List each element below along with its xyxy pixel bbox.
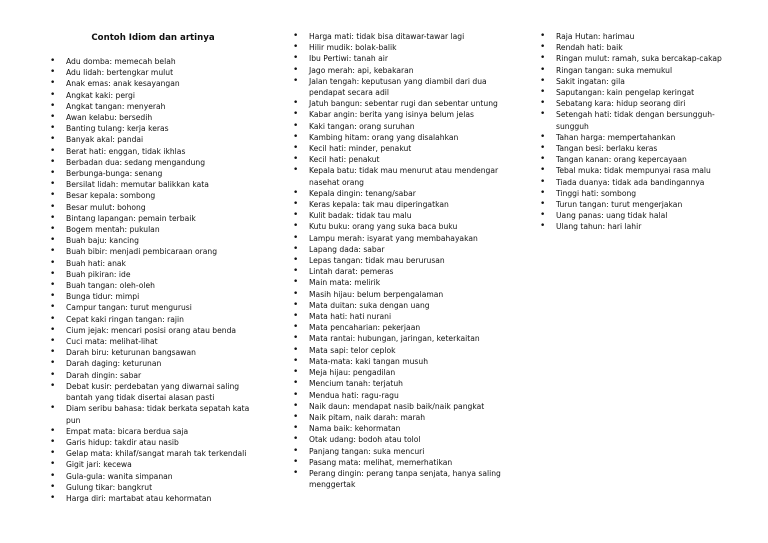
idiom-list-item: • Perang dingin: perang tanpa senjata, hanya saling menggertak (293, 468, 513, 490)
idiom-list-item: • Bintang lapangan: pemain terbaik (50, 213, 260, 224)
idiom-list-item: • Meja hijau: pengadilan (293, 367, 513, 378)
idiom-list-item: • Darah daging: keturunan (50, 358, 260, 369)
idiom-list-item: • Kaki tangan: orang suruhan (293, 121, 513, 132)
column-2 (293, 31, 513, 490)
idiom-list-item: • Hilir mudik: bolak-balik (293, 42, 513, 53)
idiom-list-item: • Gelap mata: khilaf/sangat marah tak terkendali (50, 448, 260, 459)
idiom-list-item: • Garis hidup: takdir atau nasib (50, 437, 260, 448)
idiom-list-item: • Kepala batu: tidak mau menurut atau mendengar nasehat orang (293, 165, 513, 187)
idiom-list-item: • Main mata: melirik (293, 277, 513, 288)
idiom-list-item: • Ringan mulut: ramah, suka bercakap-cakap (540, 53, 730, 64)
idiom-list-item: • Besar mulut: bohong (50, 202, 260, 213)
idiom-list-item: • Raja Hutan: harimau (540, 31, 730, 42)
idiom-list-item: • Gula-gula: wanita simpanan (50, 471, 260, 482)
idiom-list-item: • Keras kepala: tak mau diperingatkan (293, 199, 513, 210)
idiom-list-item: • Awan kelabu: bersedih (50, 112, 260, 123)
idiom-list-item: • Gigit jari: kecewa (50, 459, 260, 470)
idiom-list-item: • Buah baju: kancing (50, 235, 260, 246)
idiom-list-item: • Campur tangan: turut mengurusi (50, 302, 260, 313)
idiom-list-item: • Mata pencaharian: pekerjaan (293, 322, 513, 333)
idiom-list-item: • Harga diri: martabat atau kehormatan (50, 493, 260, 504)
idiom-list-item: • Kutu buku: orang yang suka baca buku (293, 221, 513, 232)
idiom-list-item: • Jalan tengah: keputusan yang diambil dari dua pendapat secara adil (293, 76, 513, 98)
idiom-list-item: • Sakit ingatan: gila (540, 76, 730, 87)
idiom-list-item: • Mata hati: hati nurani (293, 311, 513, 322)
idiom-list-item: • Tahan harga: mempertahankan (540, 132, 730, 143)
idiom-list-item: • Kecil hati: minder, penakut (293, 143, 513, 154)
idiom-list-item: • Banting tulang: kerja keras (50, 123, 260, 134)
idiom-list-item: • Kecil hati: penakut (293, 154, 513, 165)
idiom-list-item: • Berbadan dua: sedang mengandung (50, 157, 260, 168)
idiom-list-item: • Banyak akal: pandai (50, 134, 260, 145)
idiom-list-item: • Mendua hati: ragu-ragu (293, 390, 513, 401)
idiom-list-item: • Masih hijau: belum berpengalaman (293, 289, 513, 300)
idiom-list-item: • Ulang tahun: hari lahir (540, 221, 730, 232)
idiom-list-item: • Naik daun: mendapat nasib baik/naik pangkat (293, 401, 513, 412)
idiom-list-item: • Mata-mata: kaki tangan musuh (293, 356, 513, 367)
idiom-list-item: • Nama baik: kehormatan (293, 423, 513, 434)
idiom-list-item: • Pasang mata: melihat, memerhatikan (293, 457, 513, 468)
idiom-list-item: • Tebal muka: tidak mempunyai rasa malu (540, 165, 730, 176)
idiom-list-item: • Gulung tikar: bangkrut (50, 482, 260, 493)
idiom-list-item: • Naik pitam, naik darah: marah (293, 412, 513, 423)
idiom-list-item: • Berat hati: enggan, tidak ikhlas (50, 146, 260, 157)
idiom-list-item: • Saputangan: kain pengelap keringat (540, 87, 730, 98)
document-title: Contoh Idiom dan artinya (91, 33, 215, 43)
idiom-list-item: • Tangan kanan: orang kepercayaan (540, 154, 730, 165)
idiom-list-2 (293, 31, 513, 490)
idiom-list-item: • Darah dingin: sabar (50, 370, 260, 381)
idiom-list-item: • Adu domba: memecah belah (50, 56, 260, 67)
idiom-list-item: • Empat mata: bicara berdua saja (50, 426, 260, 437)
idiom-list-item: • Mencium tanah: terjatuh (293, 378, 513, 389)
idiom-list-3 (540, 31, 730, 233)
idiom-list-item: • Bunga tidur: mimpi (50, 291, 260, 302)
idiom-list-item: • Diam seribu bahasa: tidak berkata sepatah kata pun (50, 403, 260, 425)
idiom-list-1 (50, 56, 260, 504)
idiom-list-item: • Berbunga-bunga: senang (50, 168, 260, 179)
idiom-list-item: • Cepat kaki ringan tangan: rajin (50, 314, 260, 325)
idiom-list-item: • Lampu merah: isyarat yang membahayakan (293, 233, 513, 244)
idiom-list-item: • Otak udang: bodoh atau tolol (293, 434, 513, 445)
idiom-list-item: • Sebatang kara: hidup seorang diri (540, 98, 730, 109)
idiom-list-item: • Ringan tangan: suka memukul (540, 65, 730, 76)
idiom-list-item: • Uang panas: uang tidak halal (540, 210, 730, 221)
idiom-list-item: • Lepas tangan: tidak mau berurusan (293, 255, 513, 266)
idiom-list-item: • Tangan besi: berlaku keras (540, 143, 730, 154)
idiom-list-item: • Kambing hitam: orang yang disalahkan (293, 132, 513, 143)
idiom-list-item: • Anak emas: anak kesayangan (50, 78, 260, 89)
idiom-list-item: • Cuci mata: melihat-lihat (50, 336, 260, 347)
idiom-list-item: • Darah biru: keturunan bangsawan (50, 347, 260, 358)
idiom-list-item: • Mata rantai: hubungan, jaringan, keterkaitan (293, 333, 513, 344)
idiom-list-item: • Mata duitan: suka dengan uang (293, 300, 513, 311)
idiom-list-item: • Lintah darat: pemeras (293, 266, 513, 277)
idiom-list-item: • Bogem mentah: pukulan (50, 224, 260, 235)
column-1 (50, 31, 260, 504)
idiom-list-item: • Turun tangan: turut mengerjakan (540, 199, 730, 210)
idiom-list-item: • Cium jejak: mencari posisi orang atau benda (50, 325, 260, 336)
idiom-list-item: • Angkat tangan: menyerah (50, 101, 260, 112)
idiom-list-item: • Buah pikiran: ide (50, 269, 260, 280)
idiom-list-item: • Kepala dingin: tenang/sabar (293, 188, 513, 199)
idiom-list-item: • Rendah hati: baik (540, 42, 730, 53)
column-3 (540, 31, 730, 233)
idiom-list-item: • Kulit badak: tidak tau malu (293, 210, 513, 221)
idiom-list-item: • Setengah hati: tidak dengan bersungguh-sungguh (540, 109, 730, 131)
idiom-list-item: • Jago merah: api, kebakaran (293, 65, 513, 76)
idiom-list-item: • Besar kepala: sombong (50, 190, 260, 201)
idiom-list-item: • Ibu Pertiwi: tanah air (293, 53, 513, 64)
idiom-list-item: • Adu lidah: bertengkar mulut (50, 67, 260, 78)
idiom-list-item: • Mata sapi: telor ceplok (293, 345, 513, 356)
idiom-list-item: • Angkat kaki: pergi (50, 90, 260, 101)
idiom-list-item: • Buah hati: anak (50, 258, 260, 269)
idiom-list-item: • Panjang tangan: suka mencuri (293, 446, 513, 457)
idiom-list-item: • Tiada duanya: tidak ada bandingannya (540, 177, 730, 188)
idiom-list-item: • Lapang dada: sabar (293, 244, 513, 255)
idiom-list-item: • Buah bibir: menjadi pembicaraan orang (50, 246, 260, 257)
idiom-list-item: • Tinggi hati: sombong (540, 188, 730, 199)
idiom-list-item: • Harga mati: tidak bisa ditawar-tawar lagi (293, 31, 513, 42)
idiom-list-item: • Jatuh bangun: sebentar rugi dan sebentar untung (293, 98, 513, 109)
idiom-list-item: • Debat kusir: perdebatan yang diwarnai saling bantah yang tidak disertai alasan pasti (50, 381, 260, 403)
idiom-list-item: • Kabar angin: berita yang isinya belum jelas (293, 109, 513, 120)
idiom-list-item: • Buah tangan: oleh-oleh (50, 280, 260, 291)
idiom-list-item: • Bersilat lidah: memutar balikkan kata (50, 179, 260, 190)
